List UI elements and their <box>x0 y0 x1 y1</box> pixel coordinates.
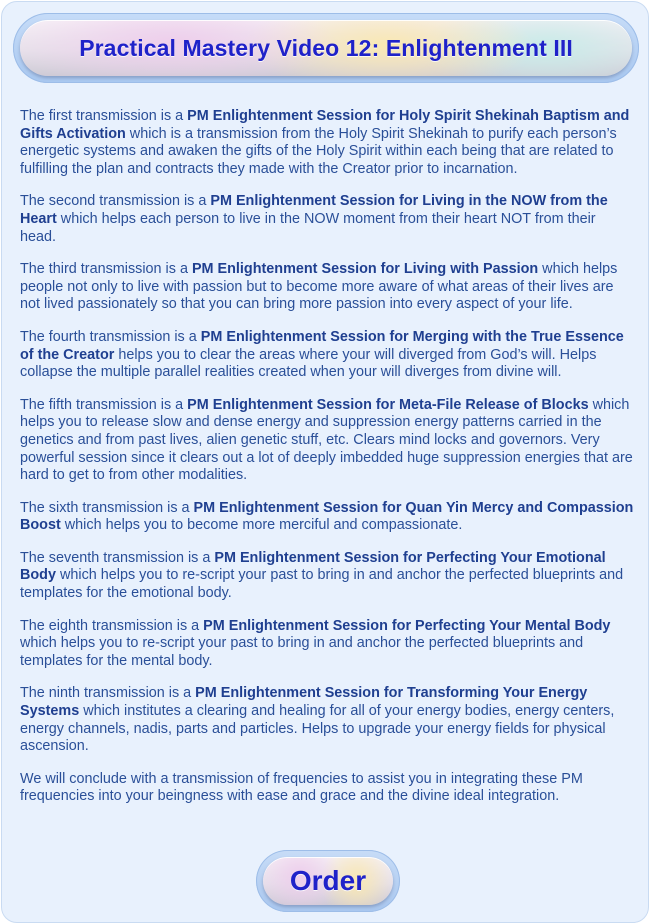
paragraph-body: which institutes a clearing and healing for all of your energy bodies, energy centers, energy channels, nadis, parts and particles. Helps to upgrade your energy fields for physical ascension. <box>20 703 615 755</box>
paragraph-2 <box>20 193 634 246</box>
paragraph-9 <box>20 685 634 755</box>
title-pill <box>20 20 632 76</box>
paragraph-body: which helps you to release slow and dense energy and suppression energy patterns carried in the genetics and from past lives, alien genetic stuff, etc. Clears mind locks and governors. Very powerful session since it clears out a lot of deeply imbedded huge suppression energies that are hard to get to from other modalities. <box>20 396 633 484</box>
order-button-label[interactable]: Order <box>289 865 367 896</box>
content-panel <box>1 1 649 923</box>
title-banner <box>13 13 639 83</box>
paragraph-intro: The ninth transmission is a <box>20 685 196 702</box>
paragraph-8 <box>20 618 634 671</box>
paragraph-10 <box>20 771 634 806</box>
order-pill[interactable] <box>263 857 393 905</box>
paragraph-intro: The eighth transmission is a <box>20 617 204 634</box>
paragraph-body: which helps you to re-script your past to bring in and anchor the perfected blueprints and templates for the mental body. <box>20 635 584 669</box>
session-title: PM Enlightenment Session for Merging with the True Essence of the Creator <box>20 328 624 363</box>
paragraph-intro: The first transmission is a <box>20 108 188 124</box>
session-title: PM Enlightenment Session for Transforming Your Energy Systems <box>20 685 588 720</box>
paragraph-intro: The fifth transmission is a <box>20 396 188 413</box>
session-title: PM Enlightenment Session for Perfecting Your Emotional Body <box>20 549 606 584</box>
paragraph-4 <box>20 329 634 382</box>
session-title: PM Enlightenment Session for Meta-File Release of Blocks <box>187 396 589 413</box>
session-title: PM Enlightenment Session for Perfecting Your Mental Body <box>203 617 611 634</box>
paragraph-intro: The fourth transmission is a <box>20 328 201 345</box>
description-text <box>20 108 634 821</box>
paragraph-1 <box>20 108 634 178</box>
paragraph-5 <box>20 397 634 485</box>
session-title: PM Enlightenment Session for Quan Yin Mercy and Compassion Boost <box>20 499 634 534</box>
paragraph-intro: We will conclude with a transmission of frequencies to assist you in integrating these PM frequencies into your beingness with ease and grace and the divine ideal integration. <box>20 770 583 805</box>
paragraph-body: which helps you to re-script your past to bring in and anchor the perfected blueprints and templates for the emotional body. <box>20 567 624 602</box>
paragraph-body: helps you to clear the areas where your will diverged from God’s will. Helps collapse the multiple parallel realities created when your will diverges from divine will. <box>20 346 597 381</box>
order-button[interactable] <box>256 850 400 912</box>
paragraph-intro: The sixth transmission is a <box>20 499 194 516</box>
paragraph-intro: The third transmission is a <box>20 261 192 278</box>
paragraph-7 <box>20 550 634 603</box>
session-title: PM Enlightenment Session for Holy Spirit Shekinah Baptism and Gifts Activation <box>20 108 630 142</box>
session-title: PM Enlightenment Session for Living in the NOW from the Heart <box>20 193 608 227</box>
paragraph-body: which helps people not only to live with passion but to become more aware of what areas of their lives are not lived passionately so that you can bring more passion into every aspect of your life. <box>20 261 618 313</box>
paragraph-intro: The second transmission is a <box>20 193 211 210</box>
paragraph-intro: The seventh transmission is a <box>20 549 215 566</box>
paragraph-6 <box>20 500 634 535</box>
session-title: PM Enlightenment Session for Living with Passion <box>191 261 539 278</box>
paragraph-body: which helps each person to live in the NOW moment from their heart NOT from their head. <box>20 210 596 245</box>
paragraph-body: which helps you to become more merciful and compassionate. <box>60 517 463 534</box>
paragraph-3 <box>20 261 634 314</box>
page-title: Practical Mastery Video 12: Enlightenment III <box>79 34 573 61</box>
paragraph-body: which is a transmission from the Holy Spirit Shekinah to purify each person’s energetic systems and awaken the gifts of the Holy Spirit within each being that are related to fulfilling the plan and contracts they made with the Creator prior to incarnation. <box>20 125 617 177</box>
